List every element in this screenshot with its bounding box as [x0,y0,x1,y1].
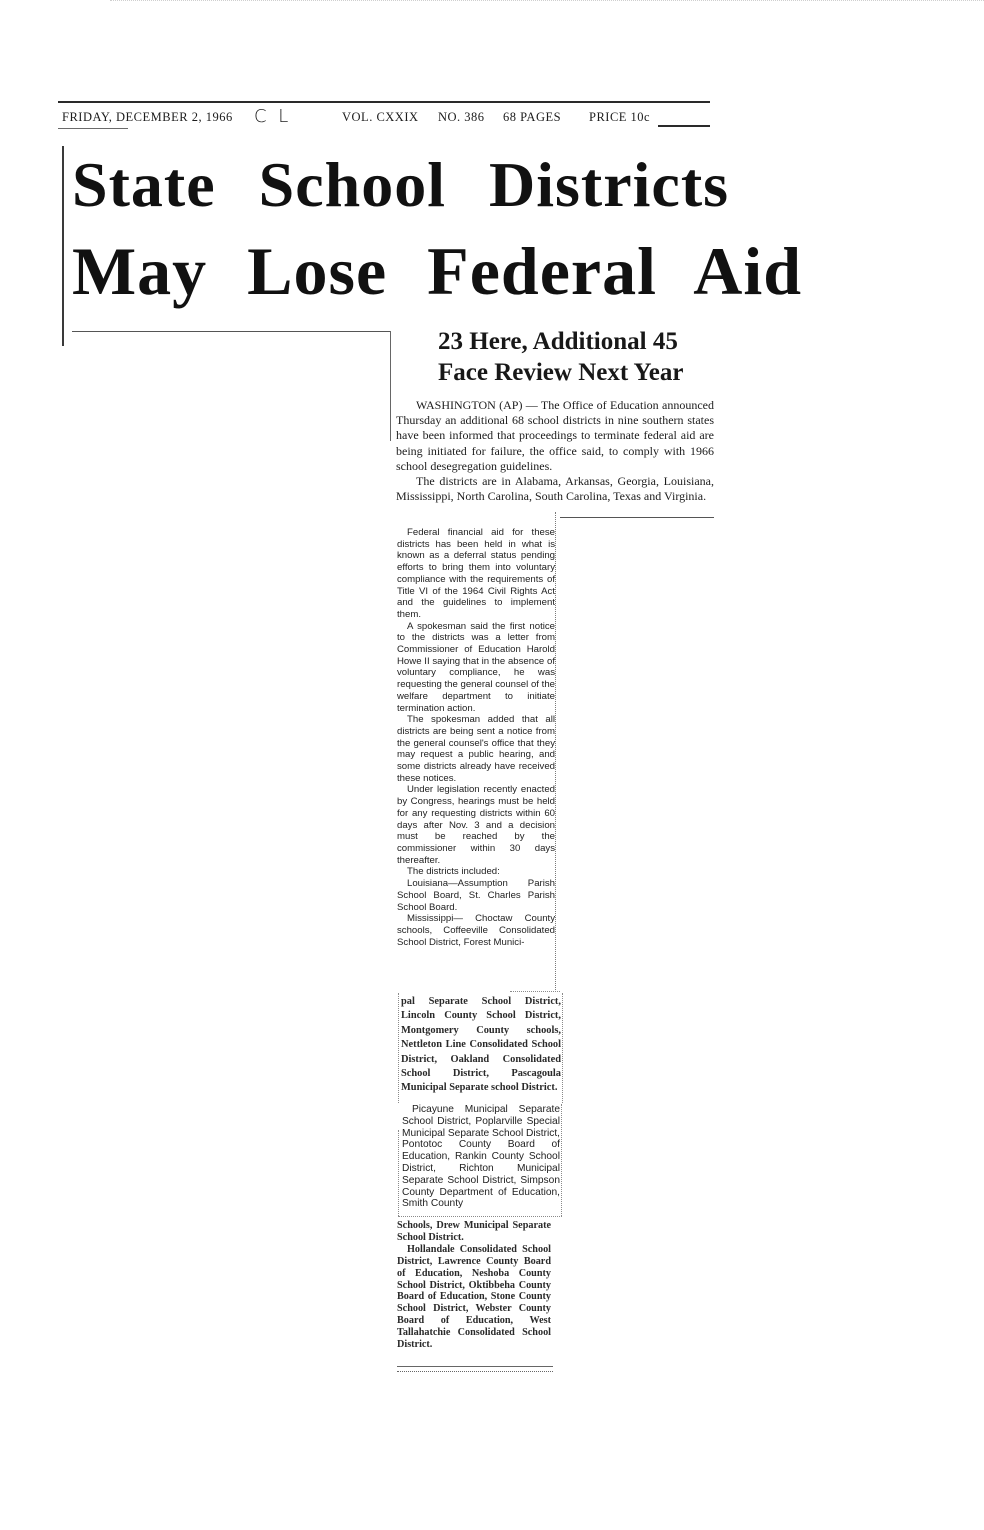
clipping-border-left [398,1130,400,1216]
clipping-border-right [561,1104,563,1216]
clipping-border-top [510,991,560,993]
column-paragraph: A spokesman said the first notice to the districts was a letter from Commissioner of Education Harold Howe II saying that in the absence of voluntary compliance, he was requesting the general counsel of the welfare department to initiate termination action. [397,620,555,714]
subheadline [438,326,728,388]
volume-number: VOL. CXXIX [342,110,419,124]
article-column-upper [397,527,555,948]
headline-underline [72,331,390,332]
subheadline-line-1: 23 Here, Additional 45 [438,328,678,355]
issue-price: PRICE 10c [589,110,651,124]
body-column-rule [390,331,391,441]
masthead-rule-right [658,125,710,129]
handwritten-mark: C L [254,106,292,127]
column-paragraph: Louisiana—Assumption Parish School Board, St. Charles Parish School Board. [397,878,555,913]
masthead [58,101,710,131]
headline-line-2: May Lose Federal Aid [72,233,803,309]
column-border [555,512,557,990]
subheadline-line-2: Face Review Next Year [438,359,684,386]
column-paragraph: Picayune Municipal Separate School District, Poplarville Special Municipal Separate School District, Pontotoc County Board of Education, Rankin County School District, Richton Municipal Separate School District, Simpson County Department of Education, Smith County [402,1104,560,1210]
clipping-border-left [398,993,400,1103]
headline-line-1: State School Districts [72,149,730,220]
issue-number: NO. 386 [438,110,485,124]
page-count: 68 PAGES [503,110,562,124]
lead-paragraph: WASHINGTON (AP) — The Office of Education announced Thursday an additional 68 school districts in nine southern states have been informed that proceedings to terminate federal aid are being initiated for failure, the office said, to comply with 1966 school desegregation guidelines. [396,398,714,473]
clipping-border-bottom [398,1216,562,1218]
column-paragraph: The districts included: [407,866,500,878]
column-paragraph: Under legislation recently enacted by Congress, hearings must be held for any requesting districts within 60 days after Nov. 3 and a decision must be reached by the commissioner within 30 days thereafter. [397,784,555,866]
lead-paragraph: The districts are in Alabama, Arkansas, Georgia, Louisiana, Mississippi, North Carolina, South Carolina, Texas and Virginia. [396,474,714,504]
column-paragraph: Mississippi— Choctaw County schools, Coffeeville Consolidated School District, Forest Munici- [397,913,555,948]
top-edge-dots [110,0,984,3]
column-paragraph: The spokesman added that all districts are being sent a notice from the general counsel's office that they may request a public hearing, and some districts already have received these notices. [397,714,555,784]
article-column-end [397,1220,551,1351]
left-column-rule [62,146,64,346]
masthead-rule-left [58,128,128,130]
article-end-rule [397,1366,553,1372]
column-paragraph: pal Separate School District, Lincoln County School District, Montgomery County schools, Nettleton Line Consolidated School District, Oakland Consolidated School District, Pascagoula Municipal Separate school District. [401,996,561,1094]
clipping-border-right [562,993,564,1103]
article-column-middle [401,995,561,1096]
column-paragraph: Federal financial aid for these districts has been held in what is known as a deferral status pending efforts to bring them into voluntary compliance with the requirements of Title VI of the 1964 Civil Rights Act and the guidelines to implement them. [397,527,555,620]
lead-column-rule [560,517,714,518]
article-column-lower [402,1104,560,1210]
issue-date: FRIDAY, DECEMBER 2, 1966 [62,110,233,124]
article-lead [396,398,714,504]
column-paragraph: Hollandale Consolidated School District, Lawrence County Board of Education, Neshoba County School District, Oktibbeha County Board of Education, Stone County School District, Webster County Board of Education, West Tallahatchie Consolidated School District. [397,1243,551,1351]
column-paragraph: Schools, Drew Municipal Separate School District. [397,1220,551,1243]
